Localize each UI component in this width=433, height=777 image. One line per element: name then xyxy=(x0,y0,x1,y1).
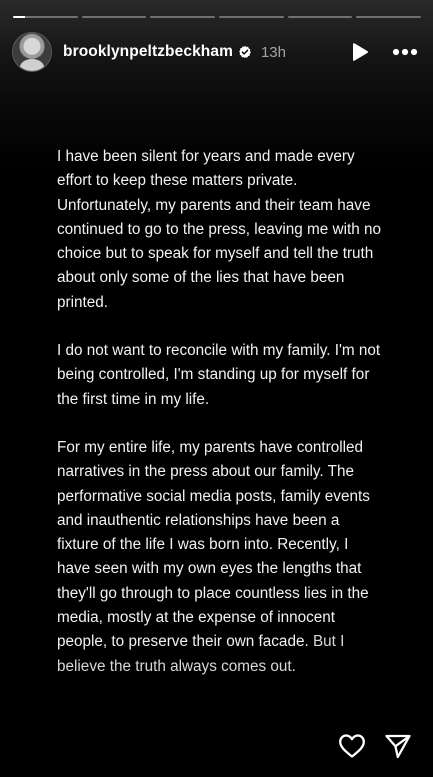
send-icon xyxy=(384,733,412,759)
story-paragraph-text: For my entire life, my parents have controlled narratives in the press about our family. The performative social media posts, family events and inauthentic relationships have been a fixture of the life I was born into. Recently, I have seen with my own eyes the lengths that they'll go through to place countless lies in the media, mostly at the expense of innocent people, to preserve their own facade. xyxy=(57,438,370,651)
progress-segment xyxy=(150,16,215,18)
progress-segment xyxy=(288,16,353,18)
story-paragraph xyxy=(57,436,382,679)
avatar[interactable] xyxy=(12,32,52,72)
play-button[interactable] xyxy=(347,39,373,65)
progress-segment xyxy=(13,16,78,18)
heart-icon xyxy=(338,733,366,759)
verified-badge-icon xyxy=(238,45,252,59)
story-progress-bar xyxy=(13,16,421,18)
play-icon xyxy=(351,42,369,62)
story-paragraph: I do not want to reconcile with my family. I'm not being controlled, I'm standing up for myself for the first time in my life. xyxy=(57,342,381,408)
story-header xyxy=(12,32,421,72)
story-actions xyxy=(337,731,413,761)
progress-segment xyxy=(219,16,284,18)
story-paragraph-closing: But I believe the truth always comes out. xyxy=(57,633,345,675)
progress-segment xyxy=(356,16,421,18)
post-time: 13h xyxy=(260,43,286,61)
more-options-button[interactable] xyxy=(391,39,419,65)
more-horizontal-icon xyxy=(392,48,418,56)
story-paragraph: I have been silent for years and made every effort to keep these matters private. Unfortunately, my parents and their team have continued to go to the press, leaving me with no choice but to speak for myself and tell the truth about only some of the lies that have been printed. xyxy=(57,148,381,311)
like-button[interactable] xyxy=(337,731,367,761)
progress-segment xyxy=(82,16,147,18)
progress-fill xyxy=(13,16,25,18)
username[interactable]: brooklynpeltzbeckham xyxy=(63,43,233,60)
share-button[interactable] xyxy=(383,731,413,761)
story-text xyxy=(57,145,382,703)
